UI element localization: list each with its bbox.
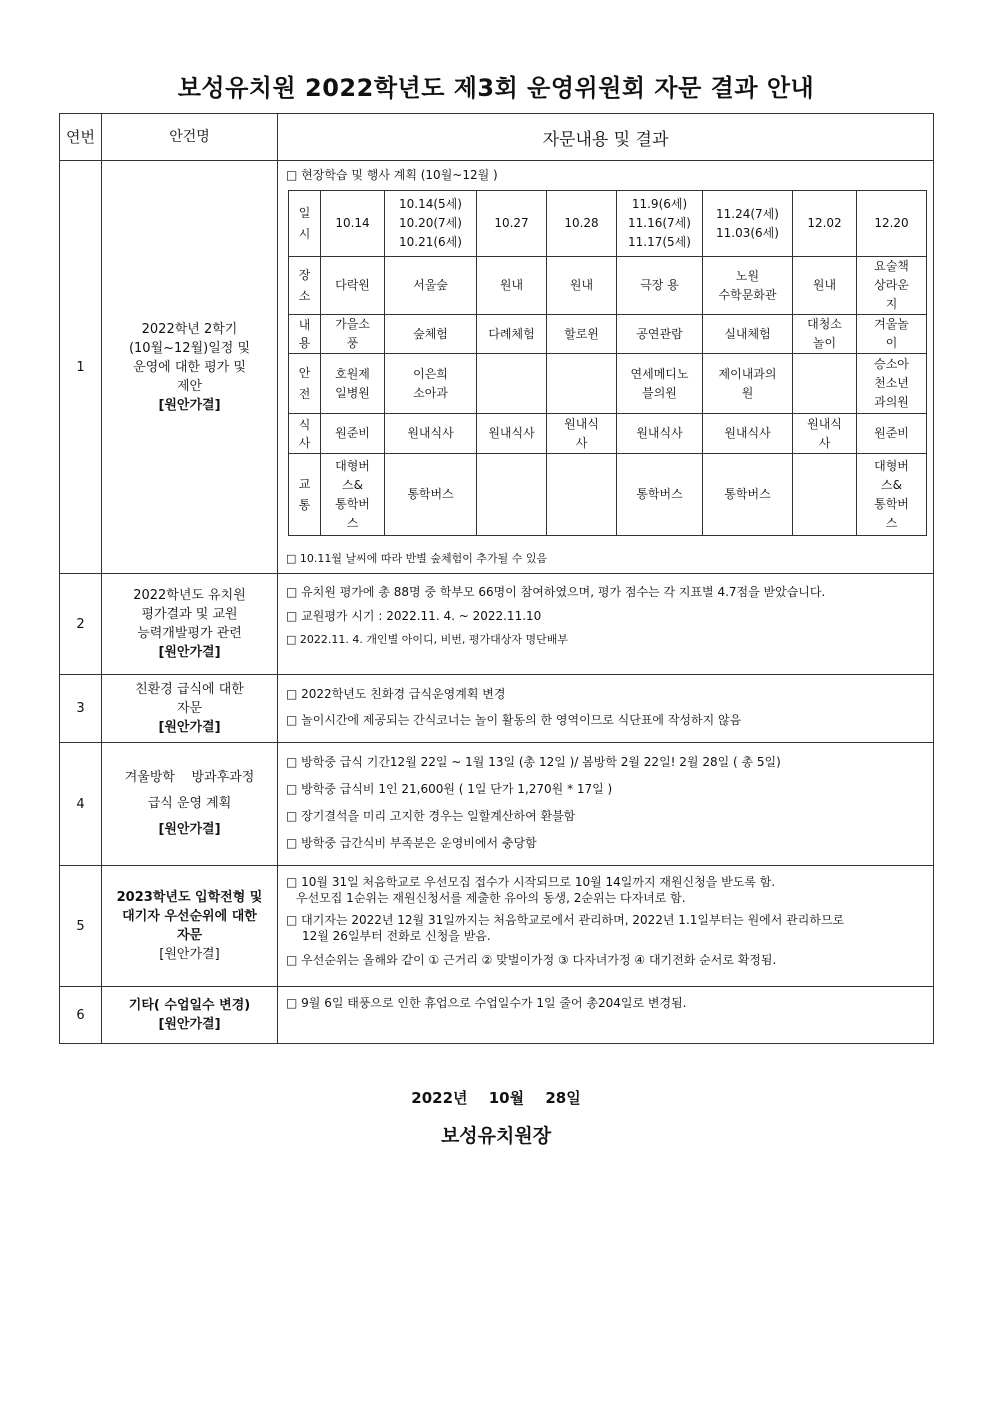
schedule-cell xyxy=(547,454,617,536)
content-line: □ 현장학습 및 행사 계획 (10월~12월 ) xyxy=(286,168,498,182)
schedule-cell: 승소아 천소년 과의원 xyxy=(857,354,927,414)
schedule-cell: 다례체험 xyxy=(477,315,547,354)
content-line: □ 우선순위는 올해와 같이 ① 근거리 ② 맞벌이가정 ③ 다자녀가정 ④ 대기전화 순서로 확정됨. xyxy=(286,953,777,967)
schedule-cell: 11.24(7세) 11.03(6세) xyxy=(703,191,793,257)
row-head: 내 용 xyxy=(289,315,321,354)
schedule-cell xyxy=(793,454,857,536)
schedule-cell: 숲체험 xyxy=(385,315,477,354)
schedule-cell: 11.9(6세) 11.16(7세) 11.17(5세) xyxy=(617,191,703,257)
header-content: 자문내용 및 결과 xyxy=(278,114,934,161)
row-number: 6 xyxy=(60,987,102,1044)
content-line: □ 교원평가 시기 : 2022.11. 4. ~ 2022.11.10 xyxy=(286,609,542,623)
schedule-cell: 극장 용 xyxy=(617,257,703,315)
row-head: 일 시 xyxy=(289,191,321,257)
agenda-title-line: 2022학년도 유치원 xyxy=(133,588,246,603)
agenda-row-3 xyxy=(60,675,934,743)
decision-label: [원안가결] xyxy=(158,720,221,735)
schedule-table xyxy=(288,190,927,536)
schedule-cell: 통학버스 xyxy=(617,454,703,536)
agenda-title-line: 능력개발평가 관련 xyxy=(137,626,242,641)
agenda-content xyxy=(278,675,934,743)
agenda-title-line: 대기자 우선순위에 대한 xyxy=(122,909,257,924)
decision-label: [원안가결] xyxy=(158,645,221,660)
content-line: □ 2022.11. 4. 개인별 아이디, 비번, 평가대상자 명단배부 xyxy=(286,633,568,646)
decision-label: [원안가결] xyxy=(158,822,221,837)
schedule-cell: 원내 xyxy=(477,257,547,315)
row-number: 1 xyxy=(60,161,102,574)
agenda-title-line: 2023학년도 입학전형 및 xyxy=(116,890,263,905)
table-header-row xyxy=(60,114,934,161)
decision-label: [원안가결] xyxy=(158,397,221,413)
document-date: 2022년 10월 28일 xyxy=(411,1089,581,1107)
schedule-cell: 요술책 상라운 지 xyxy=(857,257,927,315)
schedule-cell: 10.14 xyxy=(321,191,385,257)
schedule-cell: 통학버스 xyxy=(703,454,793,536)
row-head: 장 소 xyxy=(289,257,321,315)
schedule-cell: 대형버 스& 통학버 스 xyxy=(321,454,385,536)
results-table xyxy=(59,113,934,1044)
agenda-title-line: 기타( 수업일수 변경) xyxy=(128,998,251,1013)
agenda-title-line: 운영에 대한 평가 및 xyxy=(133,359,246,375)
schedule-cell: 10.28 xyxy=(547,191,617,257)
agenda-row-2 xyxy=(60,574,934,675)
agenda-content xyxy=(278,866,934,987)
schedule-cell: 원내식 사 xyxy=(547,414,617,454)
agenda-content xyxy=(278,161,934,574)
row-head: 식 사 xyxy=(289,414,321,454)
decision-label: [원안가결] xyxy=(159,947,220,962)
schedule-cell: 원내 xyxy=(547,257,617,315)
agenda-title xyxy=(102,987,278,1044)
agenda-row-4 xyxy=(60,743,934,866)
content-line: □ 2022학년도 친화경 급식운영계획 변경 xyxy=(286,687,506,701)
agenda-content xyxy=(278,987,934,1044)
schedule-cell: 원내식사 xyxy=(477,414,547,454)
agenda-title xyxy=(102,161,278,574)
schedule-cell: 다락원 xyxy=(321,257,385,315)
header-no xyxy=(60,114,102,161)
content-line: □ 방학중 급식 기간12월 22일 ~ 1월 13일 (총 12일 )/ 봄방학 2월 22일! 2월 28일 ( 총 5일) xyxy=(286,755,781,769)
schedule-cell: 가을소 풍 xyxy=(321,315,385,354)
agenda-content xyxy=(278,574,934,675)
schedule-cell: 서울숲 xyxy=(385,257,477,315)
agenda-title-line: 친환경 급식에 대한 xyxy=(135,682,244,697)
row-number: 4 xyxy=(60,743,102,866)
schedule-row-dates xyxy=(289,191,927,257)
agenda-title xyxy=(102,574,278,675)
schedule-cell xyxy=(477,354,547,414)
row-head: 안 전 xyxy=(289,354,321,414)
content-line: □ 유치원 평가에 총 88명 중 학부모 66명이 참여하였으며, 평가 점수는 각 지표별 4.7점을 받았습니다. xyxy=(286,585,826,599)
signer: 보성유치원장 xyxy=(440,1125,552,1147)
content-note: □ 10.11월 날씨에 따라 반별 숲체험이 추가될 수 있음 xyxy=(286,552,548,565)
content-line: □ 방학중 급간식비 부족분은 운영비에서 충당함 xyxy=(286,836,537,850)
schedule-cell: 공연관람 xyxy=(617,315,703,354)
schedule-row-contents xyxy=(289,315,927,354)
schedule-cell: 원내식사 xyxy=(385,414,477,454)
agenda-row-5 xyxy=(60,866,934,987)
header-no-text: 연번 xyxy=(66,127,95,146)
agenda-title xyxy=(102,675,278,743)
schedule-cell: 원내식 사 xyxy=(793,414,857,454)
agenda-title xyxy=(102,866,278,987)
schedule-cell: 원내식사 xyxy=(703,414,793,454)
schedule-cell: 원내식사 xyxy=(617,414,703,454)
row-head: 교 통 xyxy=(289,454,321,536)
schedule-cell: 노원 수학문화관 xyxy=(703,257,793,315)
schedule-cell: 12.20 xyxy=(857,191,927,257)
agenda-title-line: 자문 xyxy=(176,701,203,716)
schedule-row-safety xyxy=(289,354,927,414)
schedule-row-transport xyxy=(289,454,927,536)
schedule-cell: 대형버 스& 통학버 스 xyxy=(857,454,927,536)
schedule-cell: 겨울놀 이 xyxy=(857,315,927,354)
content-paragraph: □ 대기자는 2022년 12월 31일까지는 처음학교로에서 관리하며, 2022년 1.1일부터는 원에서 관리하므로 12월 26일부터 전화로 신청을 받음. xyxy=(286,913,845,943)
agenda-title-line: 급식 운영 계획 xyxy=(147,796,232,811)
schedule-cell: 원준비 xyxy=(857,414,927,454)
row-number: 2 xyxy=(60,574,102,675)
agenda-title-line: 자문 xyxy=(176,928,203,943)
content-paragraph: □ 10월 31일 처음학교로 우선모집 접수가 시작되므로 10월 14일까지 재원신청을 받도록 함. 우선모집 1순위는 재원신청서를 제출한 유아의 동생, 2순위는 다자녀로 함. xyxy=(286,875,776,905)
agenda-title-line: (10월~12월)일정 및 xyxy=(128,340,251,356)
schedule-cell: 할로윈 xyxy=(547,315,617,354)
schedule-cell: 연세메디노 블의원 xyxy=(617,354,703,414)
schedule-cell: 통학버스 xyxy=(385,454,477,536)
header-item: 안건명 xyxy=(102,114,278,161)
row-number: 5 xyxy=(60,866,102,987)
agenda-title-line: 평가결과 및 교원 xyxy=(141,607,238,622)
agenda-row-1 xyxy=(60,161,934,574)
agenda-title-line: 겨울방학 방과후과정 xyxy=(124,770,255,785)
agenda-title xyxy=(102,743,278,866)
schedule-cell: 대청소 놀이 xyxy=(793,315,857,354)
schedule-cell xyxy=(477,454,547,536)
schedule-cell xyxy=(793,354,857,414)
row-number: 3 xyxy=(60,675,102,743)
agenda-content xyxy=(278,743,934,866)
document-title: 보성유치원 2022학년도 제3회 운영위원회 자문 결과 안내 xyxy=(177,74,815,102)
schedule-cell: 호원제 일병원 xyxy=(321,354,385,414)
schedule-cell: 원준비 xyxy=(321,414,385,454)
content-line: □ 놀이시간에 제공되는 간식코너는 놀이 활동의 한 영역이므로 식단표에 작성하지 않음 xyxy=(286,713,742,727)
schedule-cell: 원내 xyxy=(793,257,857,315)
agenda-title-line: 제안 xyxy=(176,378,203,394)
schedule-cell: 10.14(5세) 10.20(7세) 10.21(6세) xyxy=(385,191,477,257)
agenda-row-6 xyxy=(60,987,934,1044)
decision-label: [원안가결] xyxy=(158,1017,221,1032)
schedule-cell: 10.27 xyxy=(477,191,547,257)
content-line: □ 방학중 급식비 1인 21,600원 ( 1일 단가 1,270원 * 17일 ) xyxy=(286,782,613,796)
schedule-cell: 실내체험 xyxy=(703,315,793,354)
schedule-cell: 제이내과의 원 xyxy=(703,354,793,414)
schedule-cell: 이은희 소아과 xyxy=(385,354,477,414)
schedule-cell: 12.02 xyxy=(793,191,857,257)
content-line: □ 9월 6일 태풍으로 인한 휴업으로 수업일수가 1일 줄어 총204일로 변경됨. xyxy=(286,996,687,1010)
schedule-row-meals xyxy=(289,414,927,454)
content-line: □ 장기결석을 미리 고지한 경우는 일할계산하여 환불함 xyxy=(286,809,576,823)
agenda-title-line: 2022학년 2학기 xyxy=(141,321,238,337)
schedule-cell xyxy=(547,354,617,414)
schedule-row-places xyxy=(289,257,927,315)
